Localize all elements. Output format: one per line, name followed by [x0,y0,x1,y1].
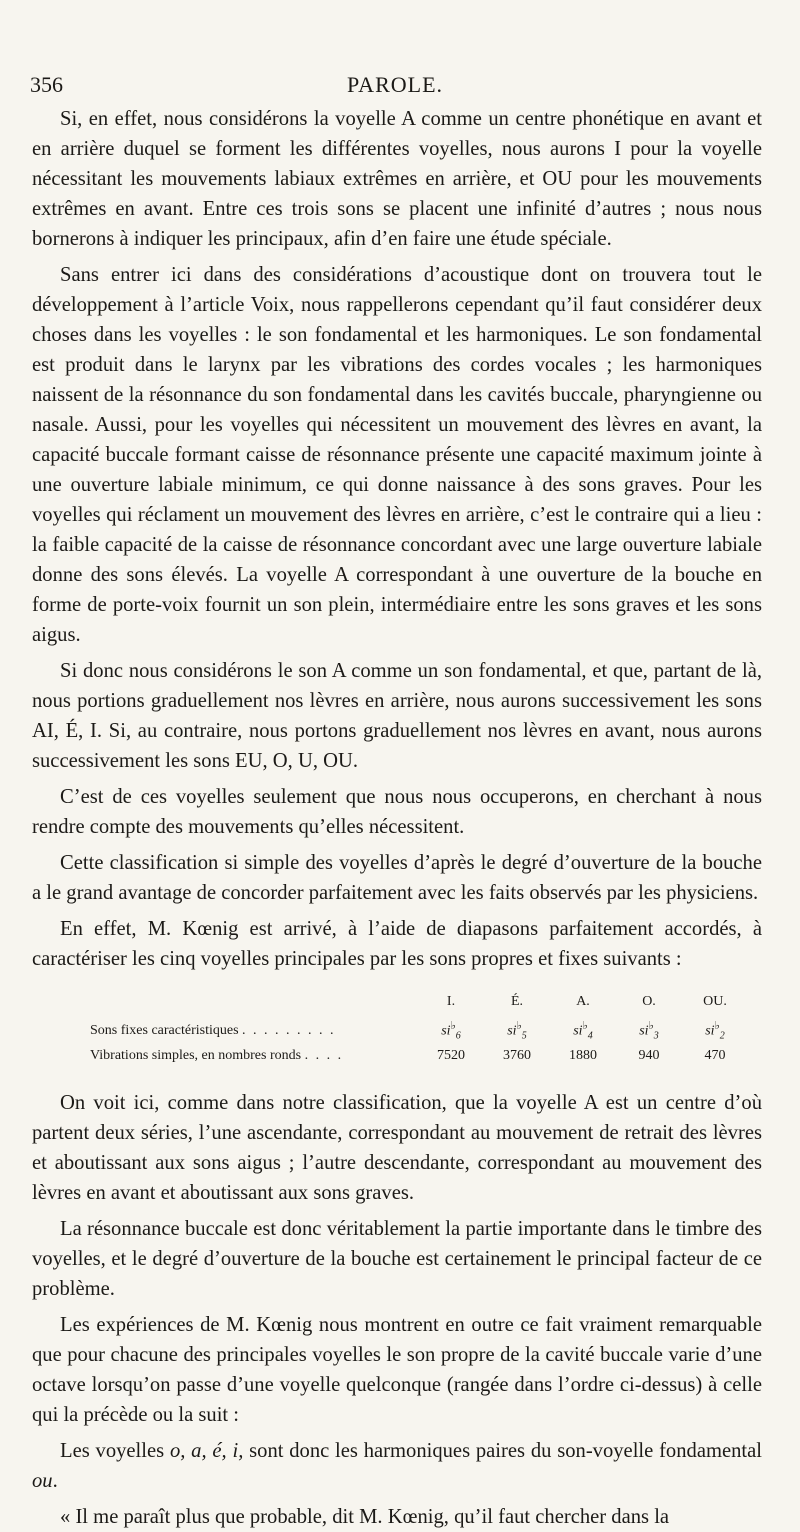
note-name: si [639,1023,649,1039]
vowel-frequency-table [88,992,748,1066]
table-corner [88,992,418,1016]
harmonics-vowels: o, a, é, i, [169,1440,244,1463]
paragraph: Cette classification si simple des voyelles d’après le degré d’ouverture de la bouche a le grand avantage de concorder parfaitement avec les faits observés par les physiciens. [32,852,762,904]
octave-index: 4 [587,1030,593,1042]
running-title: PAROLE. [346,72,444,97]
fundamental-vowel: ou [32,1470,53,1493]
column-header: OU. [703,994,727,1009]
vibration-value: 3760 [503,1048,531,1064]
body-text [32,104,762,1532]
paragraph: La résonnance buccale est donc véritablement la partie importante dans le timbre des voyelles, et le degré d’ouverture de la bouche est certainement le principal facteur de ce problème. [32,1218,762,1301]
octave-index: 6 [455,1030,461,1042]
harmonics-text-before: Les voyelles [60,1440,170,1463]
octave-index: 3 [653,1030,659,1042]
vibration-value: 7520 [437,1048,465,1064]
column-header: É. [510,994,524,1009]
paragraph-quote: « Il me paraît plus que probable, dit M. Kœnig, qu’il faut chercher dans la [60,1506,670,1529]
note-name: si [573,1023,583,1039]
column-header: O. [642,994,656,1009]
values-table [88,992,748,1066]
vibration-value: 1880 [569,1048,597,1064]
flat-sign: ♭ [582,1020,588,1032]
paragraph: Sans entrer ici dans des considérations d’acoustique dont on trouvera tout le développement à l’article Voix, nous rappellerons cependant qu’il faut considérer deux choses dans les voyelles : le son fondamental et les harmoniques. Le son fondamental est produit dans le larynx par les vibrations des cordes vocales ; les harmoniques naissent de la résonnance du son fondamental dans les cavités buccale, pharyngienne ou nasale. Aussi, pour les voyelles qui nécessitent un mouvement des lèvres en avant, la capacité buccale formant caisse de résonnance présente une capacité maximum jointe à une ouverture labiale minimum, ce qui donne naissance à des sons graves. Pour les voyelles qui réclament un mouvement des lèvres en arrière, c’est le contraire qui a lieu : la faible capacité de la caisse de résonnance concordant avec une large ouverture labiale donne des sons élevés. La voyelle A correspondant à une ouverture de la bouche en forme de porte-voix fournit un son plein, intermédiaire entre les sons graves et les sons aigus. [32,264,762,646]
flat-sign: ♭ [714,1020,720,1032]
dot-leader: . . . . [304,1048,344,1064]
paragraph: Si, en effet, nous considérons la voyelle A comme un centre phonétique en avant et en arrière duquel se forment les différentes voyelles, nous aurons I pour la voyelle nécessitant les mouvements labiaux extrêmes en arrière, et OU pour les mouvements extrêmes en avant. Entre ces trois sons se placent une infinité d’autres ; nous nous bornerons à indiquer les principaux, afin d’en faire une étude spéciale. [32,108,762,250]
paragraph: Si donc nous considérons le son A comme un son fondamental, et que, partant de là, nous portions graduellement nos lèvres en arrière, nous aurons successivement les sons AI, É, I. Si, au contraire, nous portons graduellement nos lèvres en avant, nous aurons successivement les sons EU, O, U, OU. [32,660,762,772]
note-name: si [507,1023,517,1039]
octave-index: 5 [521,1030,527,1042]
dot-leader: . . . . . . . . . [242,1023,336,1039]
flat-sign: ♭ [648,1020,654,1032]
note-cell [418,1016,484,1046]
vibration-value: 470 [704,1048,726,1064]
note-cell [616,1016,682,1046]
table-row [88,1046,748,1066]
flat-sign: ♭ [516,1020,522,1032]
harmonics-text-after: . [52,1470,58,1493]
flat-sign: ♭ [450,1020,456,1032]
note-name: si [441,1023,451,1039]
page-number: 356 [30,72,63,97]
harmonics-text-middle: sont donc les harmoniques paires du son-voyelle fondamental [243,1440,762,1463]
note-cell [484,1016,550,1046]
note-cell [682,1016,748,1046]
column-header: I. [446,994,456,1009]
paragraph: On voit ici, comme dans notre classification, que la voyelle A est un centre d’où partent deux séries, l’une ascendante, correspondant au mouvement de retrait des lèvres et aboutissant aux sons aigus ; l’autre descendante, correspondant au mouvement des lèvres en avant et aboutissant aux sons graves. [32,1092,762,1205]
paragraph: En effet, M. Kœnig est arrivé, à l’aide de diapasons parfaitement accordés, à caractériser les cinq voyelles principales par les sons propres et fixes suivants : [32,918,762,970]
vibration-value: 940 [638,1048,660,1064]
column-header: A. [576,994,590,1009]
octave-index: 2 [719,1030,725,1042]
row-label [88,1046,418,1066]
paragraph-harmonics [32,1436,762,1496]
row-label [88,1016,418,1046]
table-header-row [88,992,748,1016]
table-row [88,1016,748,1046]
row-label-text: Vibrations simples, en nombres ronds [90,1048,302,1064]
row-label-text: Sons fixes caractéristiques [90,1023,239,1039]
note-cell [550,1016,616,1046]
note-name: si [705,1023,715,1039]
paragraph: Les expériences de M. Kœnig nous montrent en outre ce fait vraiment remarquable que pour chacune des principales voyelles le son propre de la cavité buccale varie d’une octave lorsqu’on passe d’une voyelle quelconque (rangée dans l’ordre ci-dessus) à celle qui la précède ou la suit : [32,1314,762,1427]
page-header [30,72,760,102]
paragraph: C’est de ces voyelles seulement que nous nous occuperons, en cherchant à nous rendre compte des mouvements qu’elles nécessitent. [32,786,762,838]
